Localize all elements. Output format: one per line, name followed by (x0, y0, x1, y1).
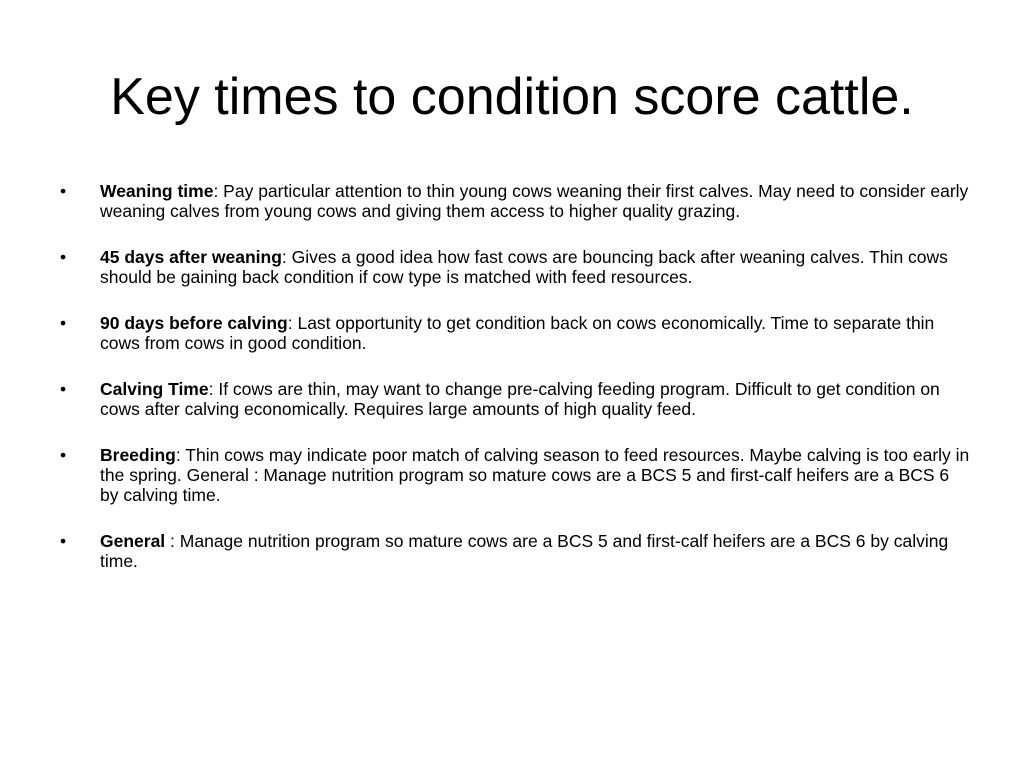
slide-title: Key times to condition score cattle. (110, 68, 914, 126)
bullet-term: 45 days after weaning (100, 247, 282, 267)
bullet-text: : Thin cows may indicate poor match of calving season to feed resources. Maybe calving is too early in the spring. General : Manage nutrition program so mature cows are a BCS 5 and first-calf heifers are a BCS 6 by calving time. (100, 445, 970, 505)
bullet-text: : Last opportunity to get condition back on cows economically. Time to separate thin cows from cows in good condition. (100, 313, 935, 353)
bullet-item-45-days-after-weaning (60, 247, 970, 287)
bullet-term: Weaning time (100, 181, 214, 201)
bullet-text: : If cows are thin, may want to change pre-calving feeding program. Difficult to get condition on cows after calving economically. Requires large amounts of high quality feed. (100, 379, 940, 419)
bullet-item-90-days-before-calving (60, 313, 970, 353)
bullet-term: Breeding (100, 445, 176, 465)
bullet-marker: • (60, 181, 67, 201)
bullet-term: Calving Time (100, 379, 209, 399)
bullet-list (60, 181, 970, 597)
bullet-marker: • (60, 313, 67, 333)
bullet-item-calving-time (60, 379, 970, 419)
bullet-text: : Pay particular attention to thin young cows weaning their first calves. May need to consider early weaning calves from young cows and giving them access to higher quality grazing. (100, 181, 969, 221)
bullet-item-breeding (60, 445, 970, 505)
bullet-text: : Gives a good idea how fast cows are bouncing back after weaning calves. Thin cows should be gaining back condition if cow type is matched with feed resources. (100, 247, 948, 287)
bullet-term: 90 days before calving (100, 313, 288, 333)
bullet-term: General (100, 531, 166, 551)
bullet-marker: • (60, 445, 67, 465)
bullet-marker: • (60, 247, 67, 267)
bullet-marker: • (60, 379, 67, 399)
bullet-marker: • (60, 531, 67, 551)
bullet-item-weaning-time (60, 181, 970, 221)
bullet-text: : Manage nutrition program so mature cows are a BCS 5 and first-calf heifers are a BCS 6 by calving time. (100, 531, 949, 571)
bullet-item-general (60, 531, 970, 571)
